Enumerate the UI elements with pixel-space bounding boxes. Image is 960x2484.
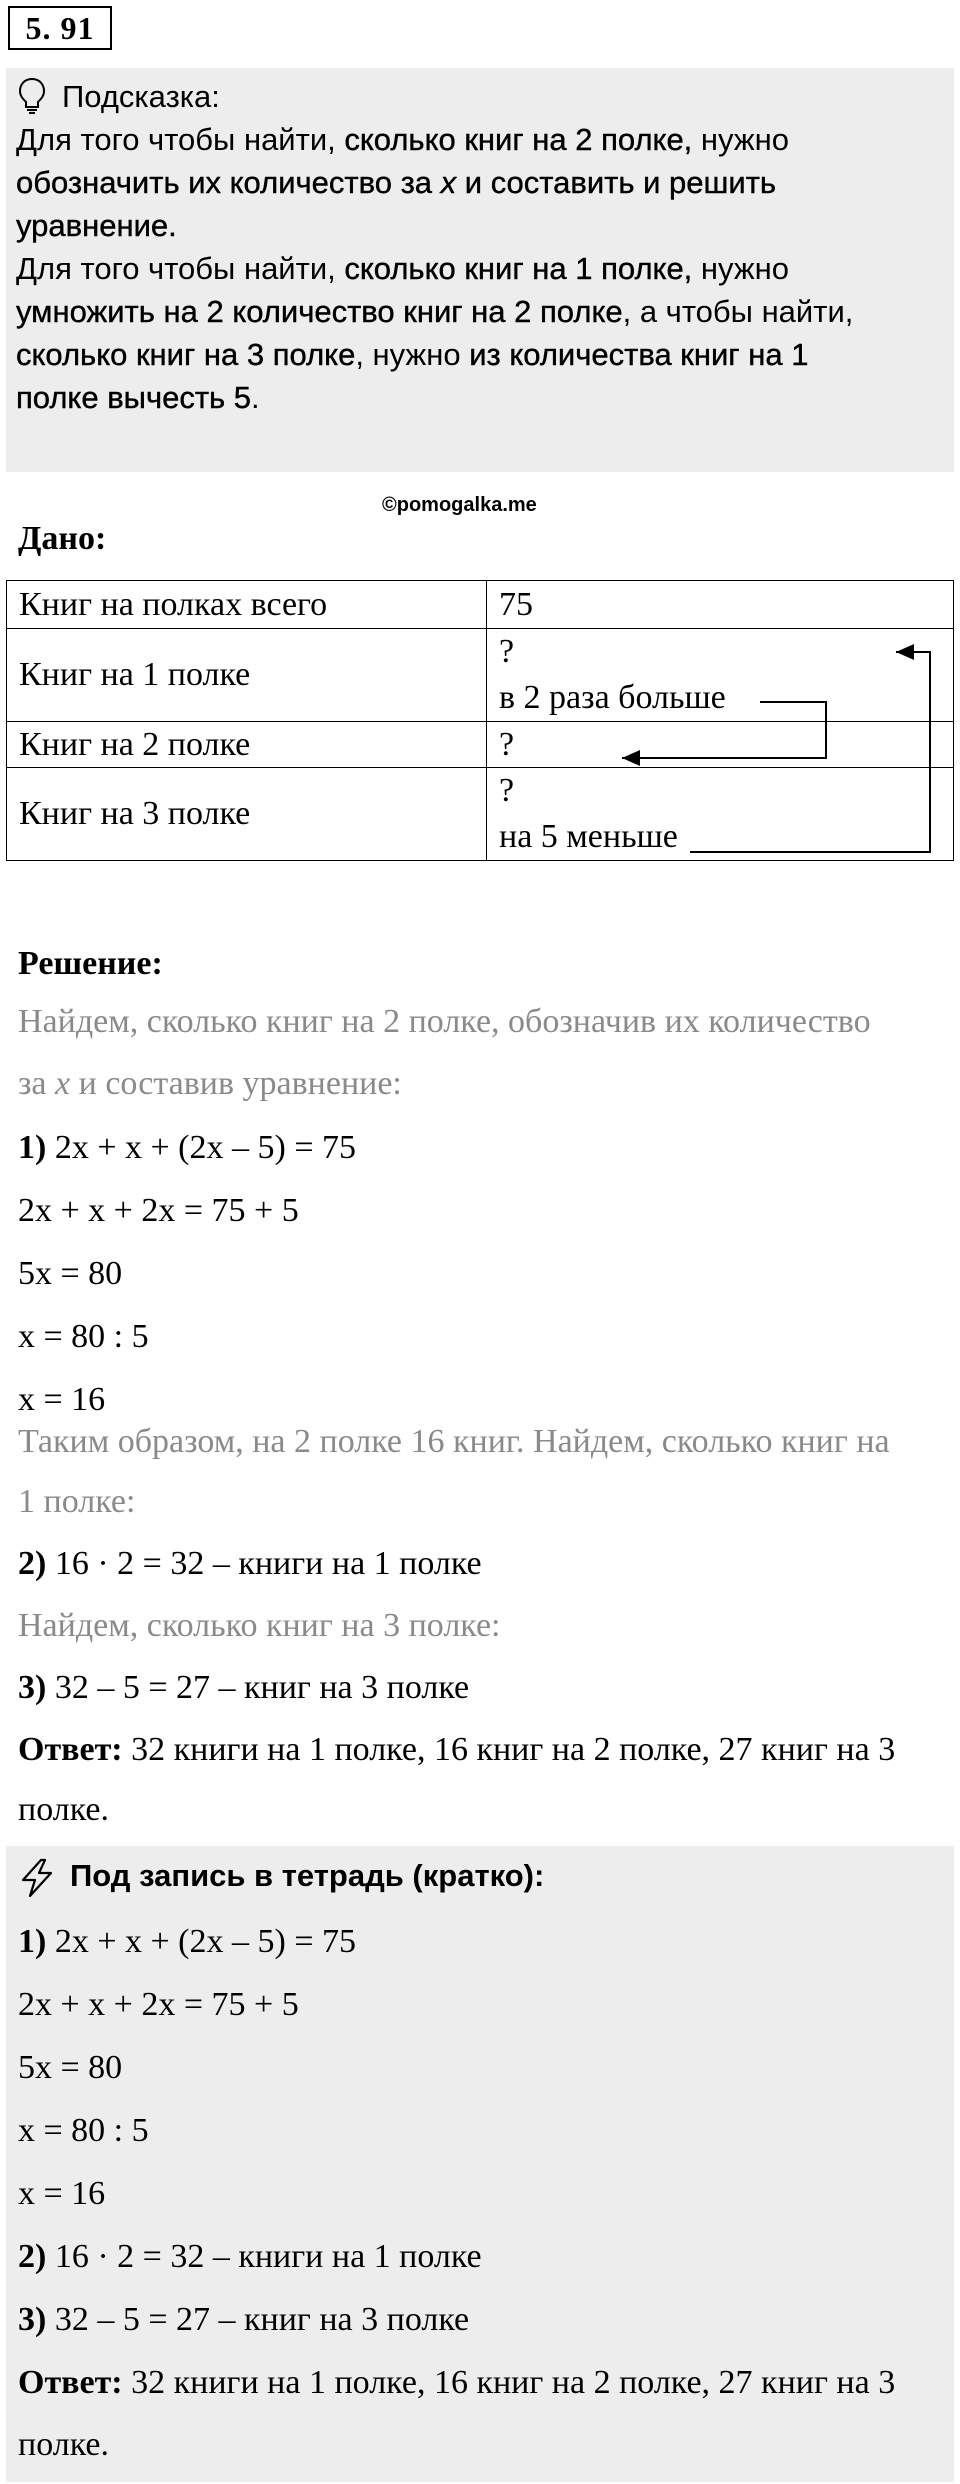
step3: 3) 32 – 5 = 27 – книг на 3 полке — [18, 1669, 470, 1706]
answer-cont: полке. — [18, 2426, 109, 2463]
notebook-title: Под запись в тетрадь (кратко): — [70, 1858, 545, 1893]
step2: 2) 16 · 2 = 32 – книги на 1 полке — [18, 2238, 482, 2275]
relation-arrows — [0, 0, 960, 900]
step1: 1) 2x + x + (2x – 5) = 75 — [18, 1129, 356, 1166]
given-title: Дано: — [18, 520, 107, 557]
hint-text: Для того чтобы найти, сколько книг на 2 полке, нужно обозначить их количество за x и составить и решить уравнение. Для того чтобы найти, сколько книг на 1 полке, нужно умножить на 2 количество книг на 2 полке, а чтобы найти, сколько книг на 3 полке, нужно из количества книг на 1 полке вычесть 5. — [16, 122, 854, 415]
answer: Ответ: 32 книги на 1 полке, 16 книг на 2 полке, 27 книг на 3 — [18, 2364, 896, 2401]
lightning-icon — [18, 1858, 56, 1898]
equation: 2x + x + 2x = 75 + 5 — [18, 1192, 299, 1229]
row-value: 75 — [487, 581, 954, 629]
watermark: ©pomogalka.me — [382, 494, 537, 516]
row-value: ? — [499, 633, 515, 670]
equation: x = 80 : 5 — [18, 1318, 149, 1355]
row-label: Книг на полках всего — [7, 581, 487, 629]
solution-intro: Найдем, сколько книг на 2 полке, обозначив их количество — [18, 1003, 871, 1040]
row-label: Книг на 3 полке — [7, 768, 487, 861]
equation: x = 16 — [18, 2175, 106, 2212]
row-label: Книг на 1 полке — [7, 629, 487, 722]
answer: Ответ: 32 книги на 1 полке, 16 книг на 2 полке, 27 книг на 3 — [18, 1731, 896, 1768]
row-value: ? — [499, 772, 515, 809]
answer-cont: полке. — [18, 1791, 109, 1828]
hint-title: Подсказка: — [62, 79, 220, 114]
equation: 5x = 80 — [18, 1255, 123, 1292]
row-note: в 2 раза больше — [499, 679, 726, 716]
row-value: ? — [487, 722, 954, 768]
step2: 2) 16 · 2 = 32 – книги на 1 полке — [18, 1545, 482, 1582]
task-number: 5. 91 — [8, 6, 112, 50]
equation: 2x + x + 2x = 75 + 5 — [18, 1986, 299, 2023]
equation: 5x = 80 — [18, 2049, 123, 2086]
equation: x = 16 — [18, 1381, 106, 1418]
solution-text: Найдем, сколько книг на 3 полке: — [18, 1607, 501, 1644]
solution-text: 1 полке: — [18, 1483, 136, 1520]
solution-text: Таким образом, на 2 полке 16 книг. Найдем, сколько книг на — [18, 1423, 890, 1460]
equation: x = 80 : 5 — [18, 2112, 149, 2149]
row-note: на 5 меньше — [499, 818, 678, 855]
step3: 3) 32 – 5 = 27 – книг на 3 полке — [18, 2301, 470, 2338]
solution-title: Решение: — [18, 945, 163, 982]
row-label: Книг на 2 полке — [7, 722, 487, 768]
step1: 1) 2x + x + (2x – 5) = 75 — [18, 1923, 356, 1960]
